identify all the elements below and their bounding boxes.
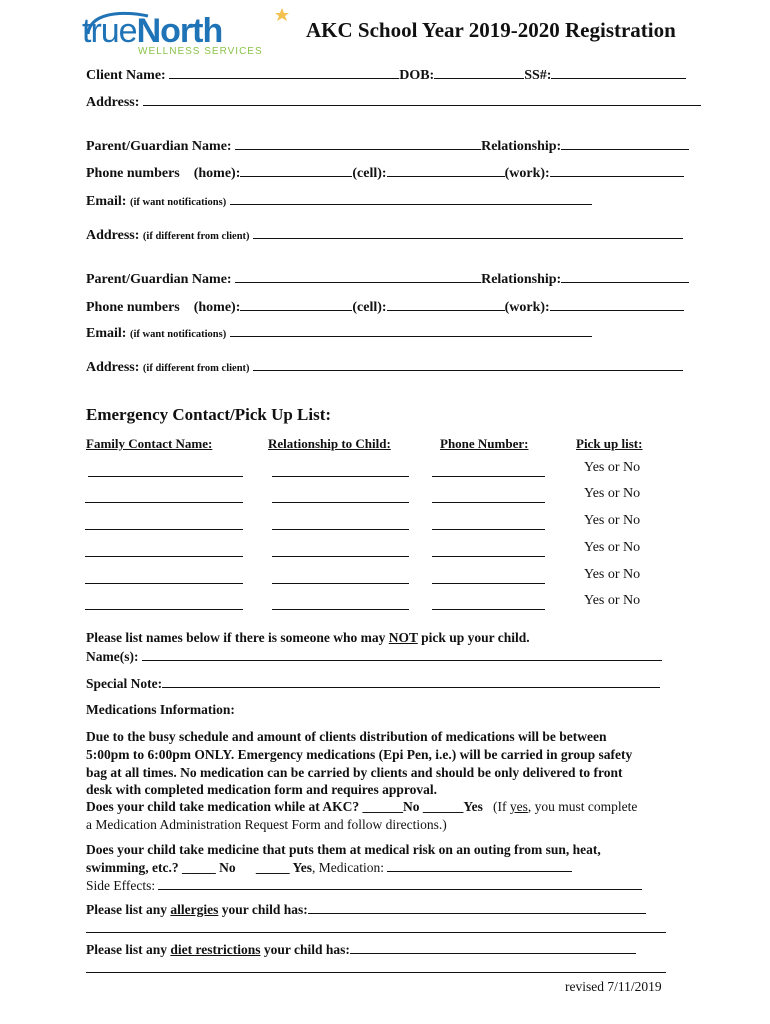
logo-brand-north: North — [136, 12, 223, 50]
col-family-contact: Family Contact Name: — [86, 436, 213, 451]
client-address-row — [86, 93, 701, 111]
names-label: Name(s): — [86, 649, 139, 664]
med-q2-medication-label: , Medication: — [311, 860, 384, 875]
med-q2-text: swimming, etc.? — [86, 860, 182, 875]
guardian1-home-field[interactable] — [240, 164, 352, 177]
contact-phone-field[interactable] — [432, 583, 545, 584]
guardian1-cell-field[interactable] — [387, 164, 505, 177]
ss-field[interactable] — [551, 66, 686, 79]
allergies-prefix: Please list any — [86, 902, 171, 917]
col-pickup: Pick up list: — [576, 436, 643, 451]
med-line: Due to the busy schedule and amount of clients distribution of medications will be between — [86, 729, 607, 744]
star-icon — [275, 8, 289, 21]
guardian1-relationship-label: Relationship: — [481, 139, 562, 154]
pickup-yes-no[interactable]: Yes or No — [584, 460, 641, 475]
med-q2-line1: Does your child take medicine that puts them at medical risk on an outing from sun, heat, — [86, 842, 601, 857]
contact-phone-field[interactable] — [432, 476, 545, 477]
guardian1-name-label: Parent/Guardian Name: — [86, 139, 232, 154]
med-question-2 — [86, 859, 572, 876]
dob-field[interactable] — [434, 66, 524, 79]
guardian2-home-field[interactable] — [240, 298, 352, 311]
guardian1-phone-row — [86, 164, 684, 182]
guardian2-phone-row — [86, 298, 684, 316]
contact-name-field[interactable] — [85, 529, 243, 530]
col-phone: Phone Number: — [440, 436, 529, 451]
names-field[interactable] — [142, 648, 662, 661]
pickup-yes-no[interactable]: Yes or No — [584, 540, 641, 555]
client-address-field[interactable] — [143, 93, 701, 106]
guardian2-home-label: (home): — [193, 300, 241, 315]
guardian1-work-field[interactable] — [550, 164, 684, 177]
guardian1-address-row — [86, 226, 683, 244]
pickup-yes-no[interactable]: Yes or No — [584, 593, 641, 608]
med-line: 5:00pm to 6:00pm ONLY. Emergency medications (Epi Pen, i.e.) will be carried in group safety — [86, 746, 633, 762]
allergies-field[interactable] — [308, 901, 646, 914]
pickup-yes-no[interactable]: Yes or No — [584, 486, 641, 501]
contact-phone-field[interactable] — [432, 502, 545, 503]
contact-relationship-field[interactable] — [272, 502, 409, 503]
med-q1-note-end: , you must complete — [527, 799, 638, 814]
med-q1-text: Does your child take medication while at AKC? — [86, 799, 363, 814]
guardian1-address-label: Address: — [86, 228, 140, 243]
guardian2-email-label: Email: — [86, 326, 127, 341]
client-row — [86, 66, 686, 84]
revised-date: revised 7/11/2019 — [565, 979, 662, 994]
guardian1-name-row — [86, 137, 689, 155]
med-q2-medication-field[interactable] — [387, 859, 572, 872]
contact-phone-field[interactable] — [432, 556, 545, 557]
guardian2-phone-label: Phone numbers — [86, 300, 180, 315]
contact-relationship-field[interactable] — [272, 476, 409, 477]
medications-paragraph — [86, 728, 632, 799]
guardian2-work-label: (work): — [504, 300, 550, 315]
guardian2-work-field[interactable] — [550, 298, 684, 311]
contact-name-field[interactable] — [85, 609, 243, 610]
special-note-row — [86, 675, 660, 692]
client-name-field[interactable] — [169, 66, 399, 79]
guardian2-name-label: Parent/Guardian Name: — [86, 272, 232, 287]
col-relationship: Relationship to Child: — [268, 436, 391, 451]
no-pickup-instruction — [86, 630, 530, 646]
med-q1-note: (If — [493, 799, 510, 814]
guardian1-address-note: (if different from client) — [142, 231, 250, 242]
contact-relationship-field[interactable] — [272, 583, 409, 584]
allergies-suffix: your child has: — [218, 902, 308, 917]
diet-suffix: your child has: — [260, 942, 350, 957]
pickup-yes-no[interactable]: Yes or No — [584, 513, 641, 528]
guardian2-relationship-label: Relationship: — [481, 272, 562, 287]
contact-name-field[interactable] — [85, 583, 243, 584]
guardian1-email-label: Email: — [86, 194, 127, 209]
med-q2-yes[interactable]: _____ Yes — [255, 860, 312, 875]
guardian1-work-label: (work): — [504, 166, 550, 181]
allergies-emphasis: allergies — [170, 902, 219, 917]
names-row — [86, 648, 662, 665]
diet-emphasis: diet restrictions — [170, 942, 261, 957]
guardian2-address-note: (if different from client) — [142, 363, 250, 374]
diet-field[interactable] — [350, 941, 636, 954]
guardian2-email-row — [86, 324, 592, 342]
guardian2-address-row — [86, 358, 683, 376]
contact-relationship-field[interactable] — [272, 556, 409, 557]
pickup-yes-no[interactable]: Yes or No — [584, 567, 641, 582]
guardian2-cell-field[interactable] — [387, 298, 505, 311]
side-effects-row — [86, 877, 642, 894]
guardian2-address-label: Address: — [86, 360, 140, 375]
guardian2-email-note: (if want notifications) — [129, 329, 227, 340]
med-q1-options[interactable]: ______No ______Yes — [362, 799, 483, 814]
contact-name-field[interactable] — [88, 476, 243, 477]
contact-relationship-field[interactable] — [272, 609, 409, 610]
emergency-heading: Emergency Contact/Pick Up List: — [86, 405, 332, 424]
client-name-label: Client Name: — [86, 68, 166, 83]
special-note-field[interactable] — [162, 675, 660, 688]
logo-brand-true: true — [82, 12, 137, 50]
form-title: AKC School Year 2019-2020 Registration — [306, 18, 676, 42]
allergies-field-line2[interactable] — [86, 932, 666, 933]
guardian1-email-row — [86, 192, 592, 210]
contact-phone-field[interactable] — [432, 529, 545, 530]
diet-field-line2[interactable] — [86, 972, 666, 973]
client-address-label: Address: — [86, 95, 140, 110]
logo-subtitle: WELLNESS SERVICES — [138, 46, 263, 57]
truenorth-logo — [78, 6, 300, 58]
contact-name-field[interactable] — [85, 502, 243, 503]
med-q2-no[interactable]: _____ No — [181, 860, 236, 875]
no-pickup-emphasis: NOT — [388, 630, 418, 645]
guardian2-address-field[interactable] — [253, 358, 683, 371]
contact-name-field[interactable] — [85, 556, 243, 557]
contact-relationship-field[interactable] — [272, 529, 409, 530]
med-q1-note-yes: yes — [509, 799, 528, 814]
guardian1-phone-label: Phone numbers — [86, 166, 180, 181]
med-question-1 — [86, 799, 637, 815]
guardian1-home-label: (home): — [193, 166, 241, 181]
side-effects-field[interactable] — [158, 877, 642, 890]
med-line: desk with completed medication form and requires approval. — [86, 782, 438, 798]
diet-row — [86, 941, 636, 958]
med-line: bag at all times. No medication can be carried by clients and should be only delivered to front — [86, 764, 623, 780]
guardian2-email-field[interactable] — [230, 324, 592, 337]
guardian1-address-field[interactable] — [253, 226, 683, 239]
diet-prefix: Please list any — [86, 942, 171, 957]
guardian1-email-note: (if want notifications) — [129, 197, 227, 208]
no-pickup-prefix: Please list names below if there is someone who may — [86, 630, 389, 645]
guardian2-name-field[interactable] — [235, 270, 481, 283]
guardian1-cell-label: (cell): — [352, 166, 387, 181]
side-effects-label: Side Effects: — [86, 878, 156, 893]
special-note-label: Special Note: — [86, 676, 163, 691]
guardian2-relationship-field[interactable] — [561, 270, 689, 283]
no-pickup-suffix: pick up your child. — [417, 630, 530, 645]
dob-label: DOB: — [399, 68, 435, 83]
medications-heading: Medications Information: — [86, 702, 235, 717]
ss-label: SS#: — [524, 68, 552, 83]
guardian2-name-row — [86, 270, 689, 288]
guardian1-email-field[interactable] — [230, 192, 592, 205]
guardian1-name-field[interactable] — [235, 137, 481, 150]
guardian2-cell-label: (cell): — [352, 300, 387, 315]
allergies-row — [86, 901, 646, 918]
med-q1-note-line2: a Medication Administration Request Form and follow directions.) — [86, 817, 447, 832]
contact-phone-field[interactable] — [432, 609, 545, 610]
guardian1-relationship-field[interactable] — [561, 137, 689, 150]
